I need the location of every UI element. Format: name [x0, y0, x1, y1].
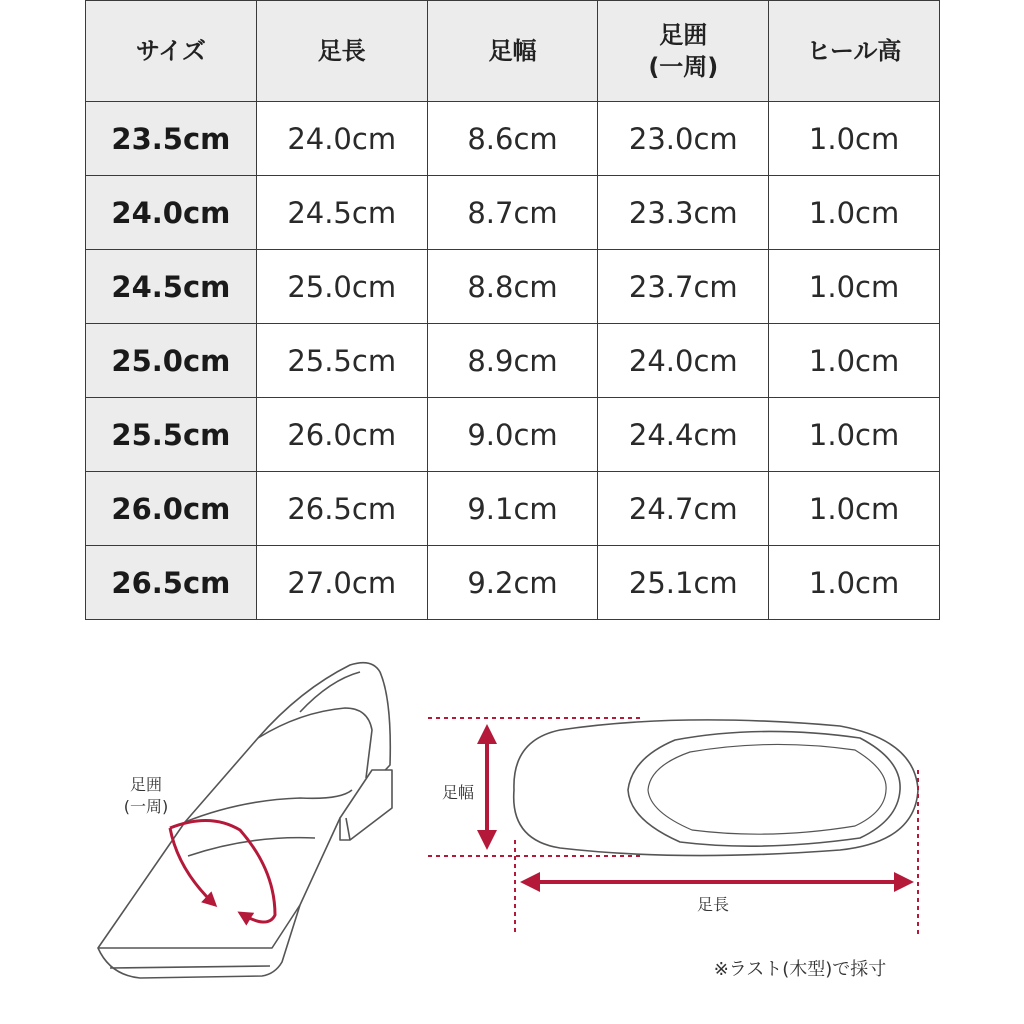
- heel-height-cell: 1.0cm: [769, 324, 940, 398]
- table-row: [86, 324, 940, 398]
- size-cell: 23.5cm: [86, 102, 257, 176]
- size-cell: 26.0cm: [86, 472, 257, 546]
- size-cell: 26.5cm: [86, 546, 257, 620]
- foot-length-cell: 25.0cm: [256, 250, 427, 324]
- foot-length-cell: 24.0cm: [256, 102, 427, 176]
- foot-girth-cell: 23.0cm: [598, 102, 769, 176]
- foot-length-cell: 26.5cm: [256, 472, 427, 546]
- table-row: [86, 102, 940, 176]
- width-label: 足幅: [441, 783, 475, 802]
- length-label: 足長: [696, 895, 730, 914]
- table-row: [86, 250, 940, 324]
- header-foot-length: 足長: [256, 1, 427, 102]
- foot-girth-cell: 24.4cm: [598, 398, 769, 472]
- girth-label-line2: (一周): [123, 797, 169, 816]
- heel-height-cell: 1.0cm: [769, 250, 940, 324]
- foot-width-cell: 9.1cm: [427, 472, 598, 546]
- header-size: サイズ: [86, 1, 257, 102]
- table-row: [86, 176, 940, 250]
- foot-length-cell: 24.5cm: [256, 176, 427, 250]
- foot-length-cell: 26.0cm: [256, 398, 427, 472]
- header-heel-height: ヒール高: [769, 1, 940, 102]
- foot-width-cell: 8.7cm: [427, 176, 598, 250]
- foot-girth-cell: 23.3cm: [598, 176, 769, 250]
- foot-width-cell: 8.9cm: [427, 324, 598, 398]
- foot-width-cell: 8.8cm: [427, 250, 598, 324]
- header-foot-girth: 足囲 (一周): [598, 1, 769, 102]
- heel-height-cell: 1.0cm: [769, 176, 940, 250]
- heel-height-cell: 1.0cm: [769, 472, 940, 546]
- foot-girth-cell: 24.7cm: [598, 472, 769, 546]
- size-cell: 25.0cm: [86, 324, 257, 398]
- foot-width-cell: 8.6cm: [427, 102, 598, 176]
- header-foot-width: 足幅: [427, 1, 598, 102]
- foot-length-cell: 25.5cm: [256, 324, 427, 398]
- foot-girth-cell: 23.7cm: [598, 250, 769, 324]
- foot-girth-cell: 24.0cm: [598, 324, 769, 398]
- table-header-row: [86, 1, 940, 102]
- foot-width-cell: 9.2cm: [427, 546, 598, 620]
- size-cell: 24.0cm: [86, 176, 257, 250]
- heel-height-cell: 1.0cm: [769, 546, 940, 620]
- size-cell: 24.5cm: [86, 250, 257, 324]
- size-cell: 25.5cm: [86, 398, 257, 472]
- heel-height-cell: 1.0cm: [769, 398, 940, 472]
- foot-width-cell: 9.0cm: [427, 398, 598, 472]
- measurement-note: ※ラスト(木型)で採寸: [713, 959, 887, 980]
- girth-label-line1: 足囲: [129, 775, 163, 794]
- foot-girth-cell: 25.1cm: [598, 546, 769, 620]
- table-row: [86, 546, 940, 620]
- table-row: [86, 472, 940, 546]
- shoe-top-illustration: [514, 720, 918, 856]
- table-row: [86, 398, 940, 472]
- measurement-diagram: [0, 640, 1024, 1024]
- shoe-side-illustration: [98, 663, 392, 978]
- foot-length-cell: 27.0cm: [256, 546, 427, 620]
- size-chart-table: [85, 0, 940, 620]
- heel-height-cell: 1.0cm: [769, 102, 940, 176]
